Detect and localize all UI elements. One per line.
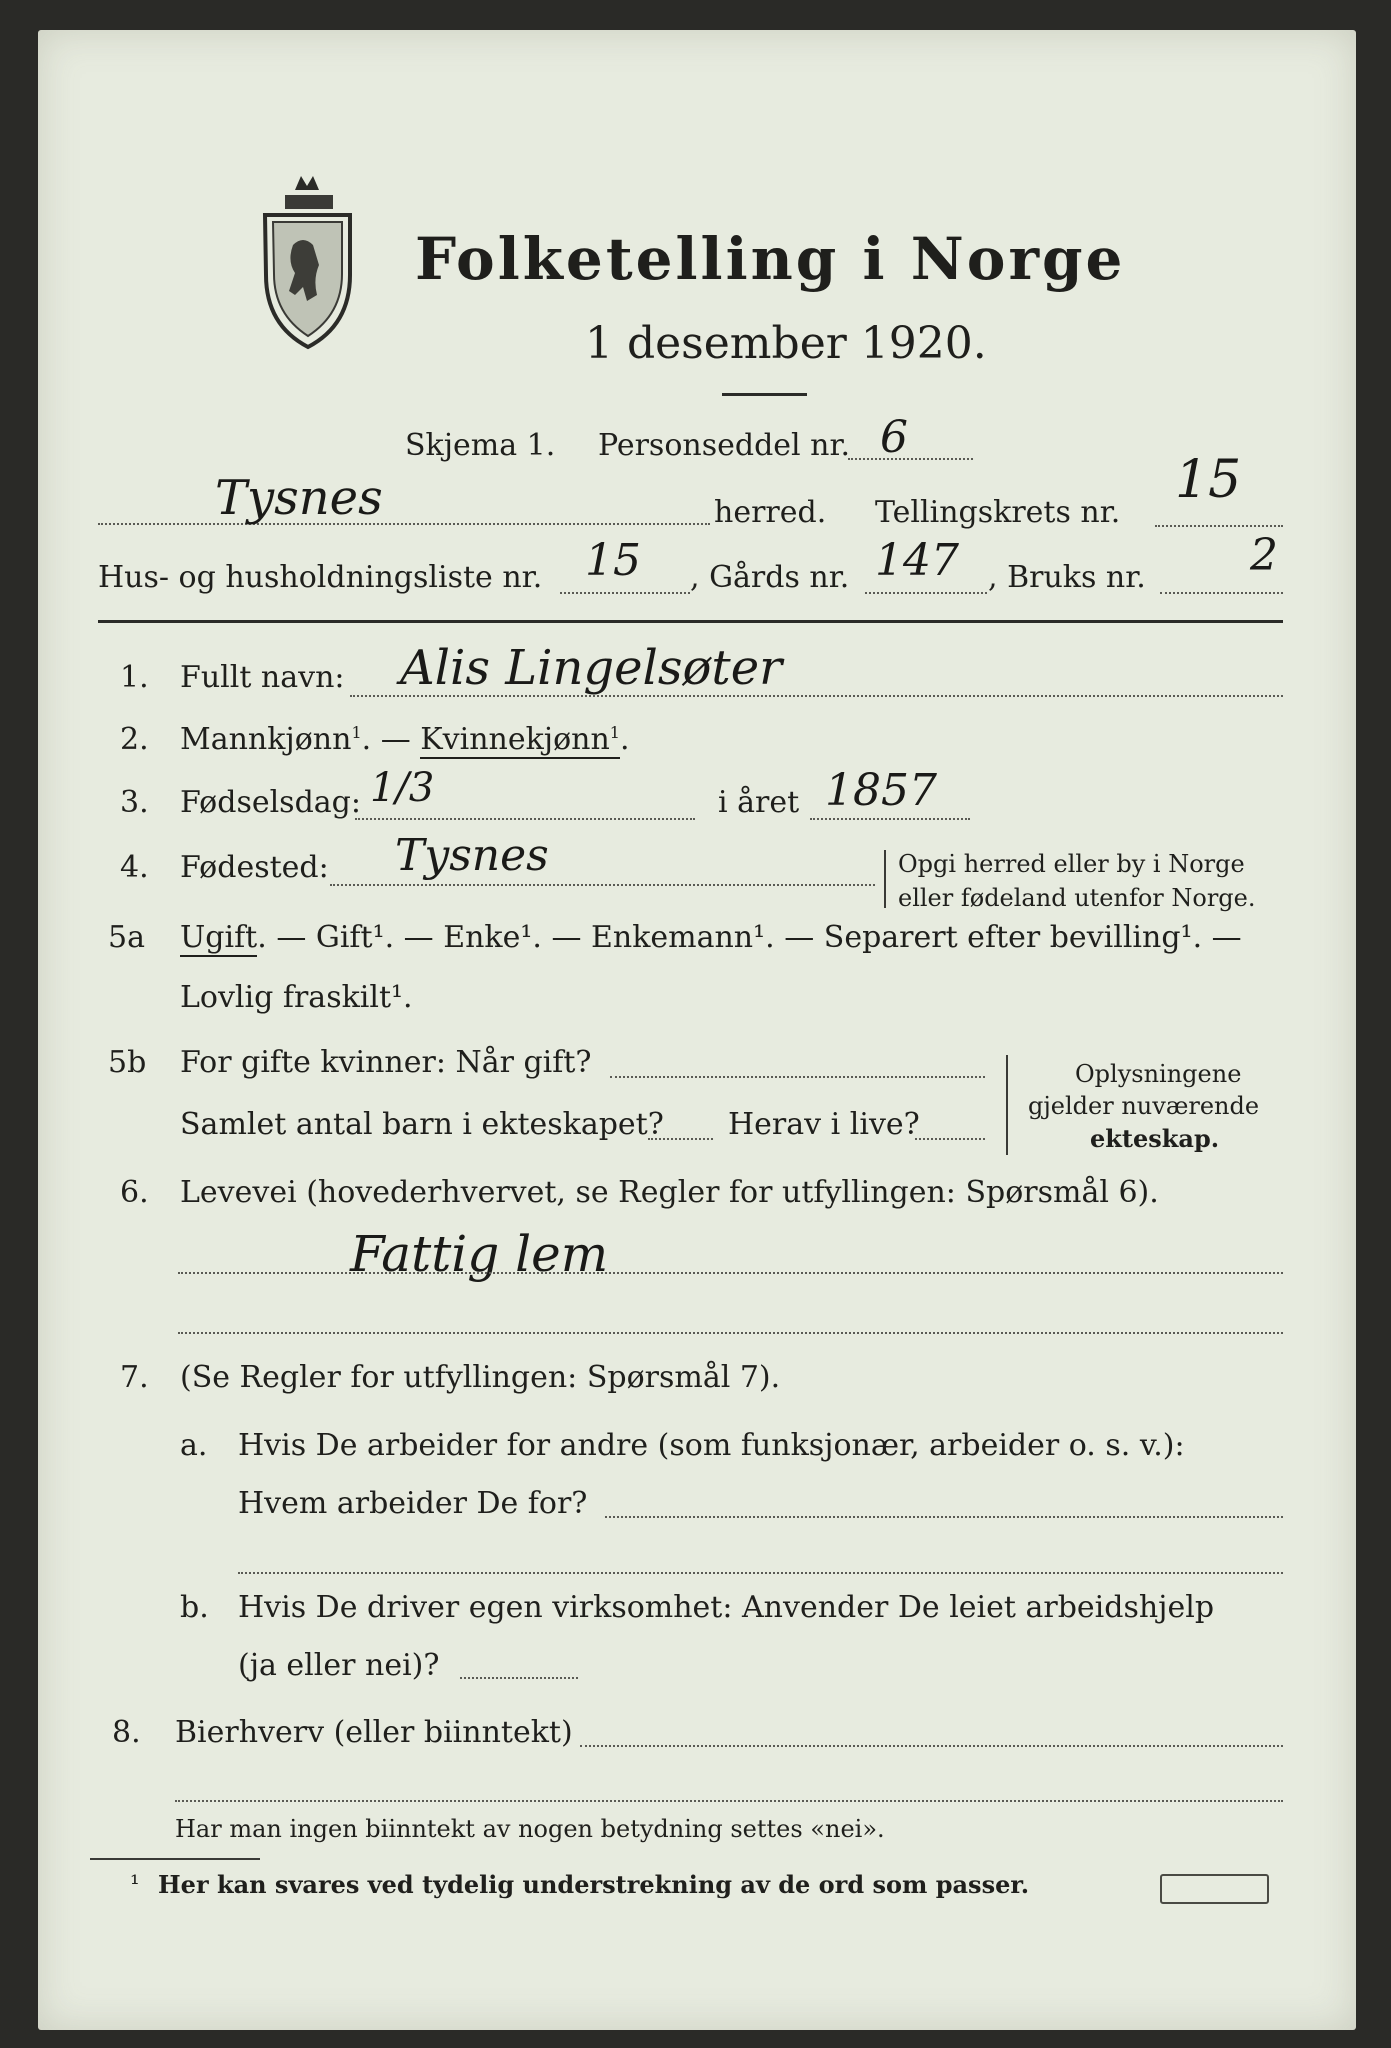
birth-year-field-line — [810, 818, 970, 820]
q8-number: 8. — [112, 1715, 141, 1750]
marriage-note-line3: ekteskap. — [1090, 1124, 1220, 1153]
ugift-option-selected[interactable]: Ugift — [180, 920, 258, 955]
gender-line — [180, 722, 630, 757]
birthday-value[interactable]: 1/3 — [370, 765, 435, 811]
children-total-field-line — [648, 1138, 713, 1140]
full-name-value[interactable]: Alis Lingelsøter — [400, 640, 783, 696]
side-income-field-line — [580, 1745, 1283, 1747]
q2-number: 2. — [120, 722, 149, 757]
footnote-ref: 1 — [351, 723, 362, 742]
side-income-note: Har man ingen biinntekt av nogen betydning settes «nei». — [175, 1815, 885, 1843]
q7-number: 7. — [120, 1360, 149, 1395]
personseddel-label: Personseddel nr. — [598, 428, 851, 463]
children-alive-field-line — [915, 1138, 985, 1140]
married-when-field-line — [610, 1076, 985, 1078]
footnote-text: Her kan svares ved tydelig understrekning av de ord som passer. — [158, 1870, 1030, 1899]
tellingskrets-label: Tellingskrets nr. — [875, 495, 1121, 530]
tellingskrets-value[interactable]: 15 — [1175, 450, 1242, 510]
kvinnekjonn-option-selected[interactable] — [420, 722, 620, 759]
marital-status-line — [180, 920, 1242, 955]
footnote-ref: 1 — [609, 723, 620, 742]
printer-stamp — [1160, 1874, 1269, 1904]
bruks-label: , Bruks nr. — [988, 560, 1146, 595]
tellingskrets-field-line — [1155, 525, 1283, 527]
form-date: 1 desember 1920. — [585, 318, 987, 369]
q4-number: 4. — [120, 850, 149, 885]
birthday-label: Fødselsdag: — [180, 785, 361, 820]
gards-field-line — [865, 592, 987, 594]
bruks-value[interactable]: 2 — [1250, 530, 1278, 581]
q5b-number: 5b — [108, 1045, 147, 1080]
q7-label: (Se Regler for utfyllingen: Spørsmål 7). — [180, 1360, 781, 1395]
q7a-marker: a. — [180, 1428, 208, 1463]
q1-number: 1. — [120, 660, 149, 695]
husholdningsliste-field-line — [560, 592, 690, 594]
birthplace-note-line1: Opgi herred eller by i Norge — [898, 850, 1245, 878]
employer-label: Hvem arbeider De for? — [238, 1486, 588, 1521]
birthday-field-line — [355, 818, 695, 820]
gender-end: . — [619, 722, 630, 757]
side-income-field-line-2 — [175, 1800, 1283, 1802]
q3-number: 3. — [120, 785, 149, 820]
personseddel-field-line — [848, 458, 973, 460]
occupation-field-line-1 — [178, 1272, 1283, 1274]
marriage-note-bracket — [1006, 1055, 1018, 1155]
children-alive-label: Herav i live? — [728, 1107, 920, 1142]
herred-label: herred. — [714, 495, 827, 530]
marital-options[interactable]: . — Gift¹. — Enke¹. — Enkemann¹. — Separert efter bevilling¹. — — [257, 920, 1242, 955]
footnote-divider — [90, 1858, 260, 1860]
marriage-note-line1: Oplysningene — [1075, 1060, 1242, 1088]
title-divider — [722, 393, 807, 396]
employer-field-line — [605, 1516, 1283, 1518]
header-divider — [98, 620, 1283, 623]
q7b-marker: b. — [180, 1590, 209, 1625]
occupation-field-line-2 — [178, 1332, 1283, 1334]
occupation-label: Levevei (hovederhvervet, se Regler for utfyllingen: Spørsmål 6). — [180, 1175, 1159, 1210]
gards-label: , Gårds nr. — [690, 560, 850, 595]
personseddel-value[interactable]: 6 — [880, 412, 908, 463]
side-income-label: Bierhverv (eller biinntekt) — [175, 1715, 573, 1750]
occupation-value[interactable]: Fattig lem — [350, 1225, 609, 1283]
birthplace-value[interactable]: Tysnes — [395, 830, 549, 881]
herred-value[interactable]: Tysnes — [215, 470, 383, 526]
full-name-label: Fullt navn: — [180, 660, 345, 695]
footnote-marker: ¹ — [130, 1870, 140, 1898]
birthplace-note-bracket — [884, 850, 894, 908]
bruks-field-line — [1160, 592, 1283, 594]
husholdningsliste-value[interactable]: 15 — [585, 535, 641, 586]
mannkjonn-option[interactable]: Mannkjønn — [180, 722, 352, 757]
gender-separator: . — — [361, 722, 411, 757]
herred-field-line — [98, 523, 710, 525]
q5a-number: 5a — [108, 920, 145, 955]
husholdningsliste-label: Hus- og husholdningsliste nr. — [98, 560, 543, 595]
lovlig-fraskilt-option[interactable]: Lovlig fraskilt¹. — [180, 980, 413, 1015]
q7b-question: Hvis De driver egen virksomhet: Anvender De leiet arbeidshjelp — [238, 1590, 1215, 1625]
birthplace-field-line — [330, 884, 875, 886]
gards-value[interactable]: 147 — [875, 535, 959, 586]
form-title: Folketelling i Norge — [415, 225, 1126, 293]
marriage-note-line2: gjelder nuværende — [1028, 1092, 1260, 1120]
children-total-label: Samlet antal barn i ekteskapet? — [180, 1107, 664, 1142]
q6-number: 6. — [120, 1175, 149, 1210]
birthplace-label: Fødested: — [180, 850, 329, 885]
hired-help-field-line — [460, 1677, 578, 1679]
employer-field-line-2 — [238, 1572, 1283, 1574]
married-when-label: For gifte kvinner: Når gift? — [180, 1045, 592, 1080]
birth-year-label: i året — [718, 785, 800, 820]
skjema-label: Skjema 1. — [405, 428, 556, 463]
kvinnekjonn-label: Kvinnekjønn — [420, 722, 610, 757]
birthplace-note-line2: eller fødeland utenfor Norge. — [898, 884, 1256, 912]
hired-help-label: (ja eller nei)? — [238, 1648, 440, 1683]
birth-year-value[interactable]: 1857 — [825, 765, 937, 816]
norwegian-coat-of-arms-icon — [255, 150, 360, 355]
q7a-question: Hvis De arbeider for andre (som funksjonær, arbeider o. s. v.): — [238, 1428, 1185, 1463]
